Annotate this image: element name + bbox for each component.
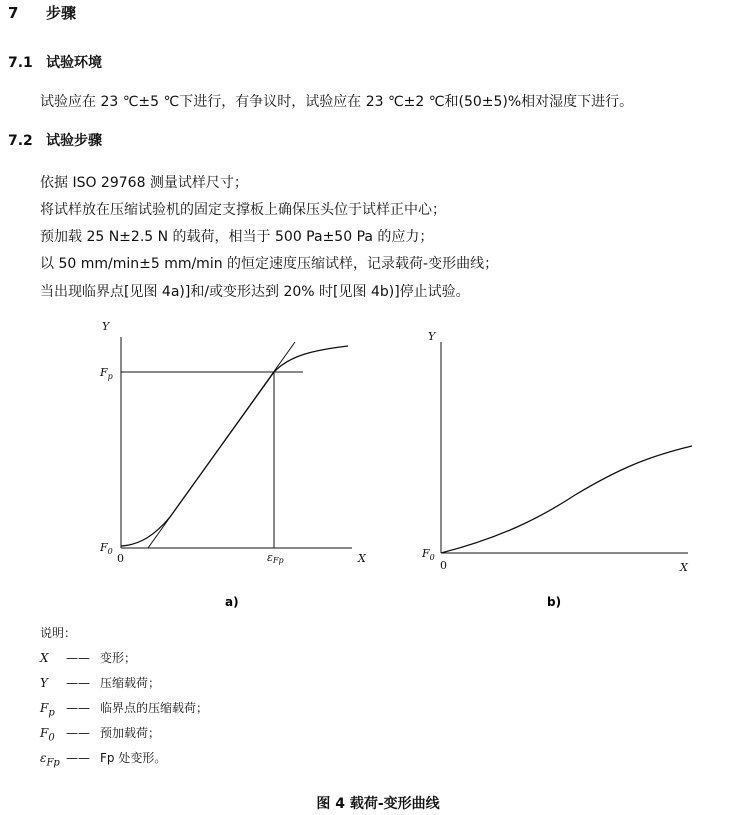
figure-b-origin-label: 0 [440, 559, 447, 572]
legend-symbol: $F_0$ [40, 726, 55, 744]
step-line: 当出现临界点[见图 4a)]和/或变形达到 20% 时[见图 4b)]停止试验。 [40, 284, 470, 300]
figure-a-f0-label: $F_0$ [100, 541, 113, 556]
legend-item: $\varepsilon_{Fp}$ —— Fp 处变形。 [40, 751, 167, 769]
figure-a-eps-label: εFp [267, 551, 284, 565]
step-line: 依据 ISO 29768 测量试样尺寸； [40, 175, 248, 191]
figure-a-fp-label: $F_p$ [100, 366, 113, 381]
subsection-title: 试验环境 [46, 55, 102, 71]
legend-item: Y —— 压缩载荷； [40, 674, 160, 693]
figure-b-f0-label: $F_0$ [422, 547, 435, 562]
legend-title: 说明： [40, 626, 77, 640]
figure-b-caption: b) [547, 595, 562, 609]
subsection-title: 试验步骤 [46, 133, 102, 149]
figure-a-load-curve [121, 346, 348, 546]
legend-item: X —— 变形； [40, 649, 136, 668]
step-line: 预加载 25 N±2.5 N 的载荷，相当于 500 Pa±50 Pa 的应力； [40, 229, 434, 245]
figure-a-y-label: Y [102, 320, 110, 333]
section-number: 7 [8, 4, 19, 22]
env-paragraph: 试验应在 23 ℃±5 ℃下进行，有争议时，试验应在 23 ℃±2 ℃和(50±5)%相对湿度下进行。 [40, 94, 634, 110]
step-line: 将试样放在压缩试验机的固定支撑板上确保压头位于试样正中心； [40, 202, 446, 218]
legend-symbol: Y [40, 676, 48, 690]
figure-a-origin-label: 0 [117, 552, 124, 565]
figure-title: 图 4 载荷-变形曲线 [316, 796, 440, 812]
section-title: 步骤 [46, 4, 77, 22]
figure-b-x-label: X [680, 561, 688, 574]
figure-a-caption: a) [225, 595, 239, 609]
legend-item: $F_p$ —— 临界点的压缩载荷； [40, 701, 209, 719]
subsection-number: 7.1 [8, 55, 33, 71]
figure-b-load-curve [441, 446, 692, 553]
legend-symbol: $F_p$ [40, 701, 55, 719]
figure-b-y-label: Y [428, 330, 436, 343]
subsection-number: 7.2 [8, 133, 33, 149]
legend-item: $F_0$ —— 预加载荷； [40, 726, 161, 744]
figure-a-x-label: X [358, 552, 366, 565]
step-line: 以 50 mm/min±5 mm/min 的恒定速度压缩试样，记录载荷-变形曲线； [40, 256, 499, 272]
legend-symbol: X [40, 651, 49, 665]
legend-symbol: $\varepsilon_{Fp}$ [40, 751, 60, 769]
